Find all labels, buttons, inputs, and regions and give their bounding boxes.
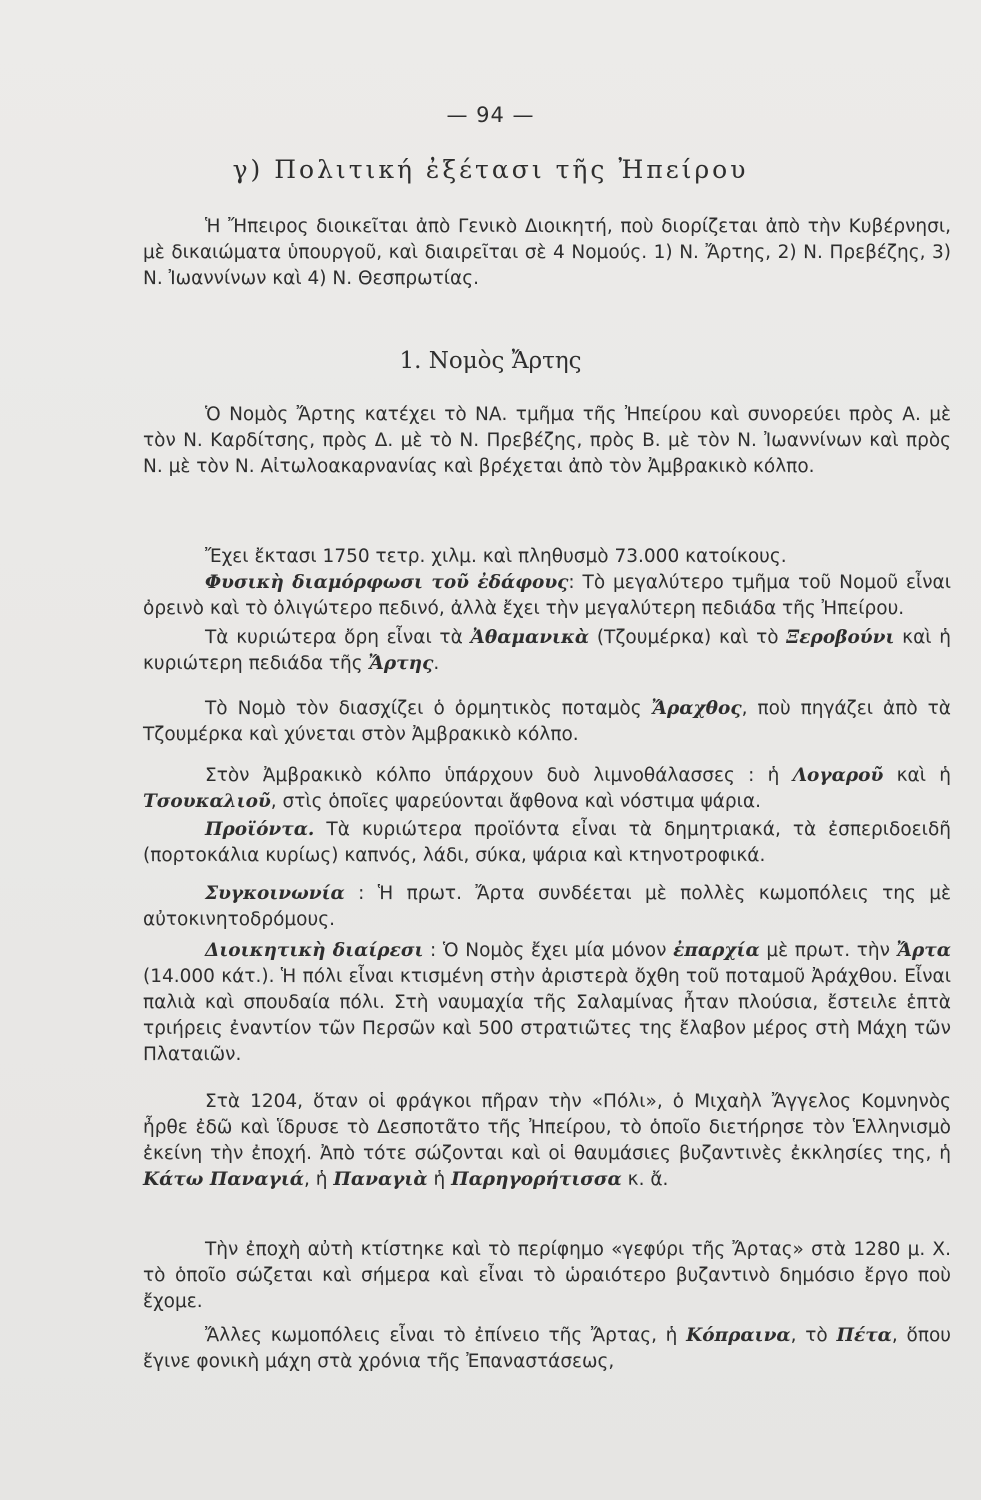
area-and-physical-block — [143, 544, 951, 622]
plain-artis: Ἄρτης — [368, 653, 434, 674]
admin-paragraph — [143, 938, 951, 1068]
lagoons-text-1: Στὸν Ἀμβρακικὸ κόλπο ὑπάρχουν δυὸ λιμνοθάλασσες : ἡ — [205, 765, 793, 786]
products-text: Τὰ κυριώτερα προϊόντα εἶναι τὰ δημητριακά, τὰ ἐσπεριδοειδῆ (πορτοκάλια κυρίως) καπνός, λάδι, σύκα, ψάρια καὶ κτηνοτροφικά. — [143, 819, 951, 866]
borders-text: Ὁ Νομὸς Ἄρτης κατέχει τὸ ΝΑ. τμῆμα τῆς Ἠπείρου καὶ συνορεύει πρὸς Α. μὲ τὸν Ν. Καρδίτσης, πρὸς Δ. μὲ τὸ Ν. Πρεβέζης, πρὸς Β. μὲ τὸν Ν. Ἰωαννίνων καὶ πρὸς Ν. μὲ τὸν Ν. Αἰτωλοακαρνανίας καὶ βρέχεται ἀπὸ τὸν Ἀμβρακικὸ κόλπο. — [143, 404, 951, 477]
physical-text: : Τὸ μεγαλύτερο τμῆμα τοῦ Νομοῦ εἶναι ὀρεινὸ καὶ τὸ ὀλιγώτερο πεδινό, ἀλλὰ ἔχει τὴν μεγαλύτερη πεδιάδα τῆς Ἠπείρου. — [143, 572, 951, 619]
bridge-paragraph — [143, 1237, 951, 1315]
intro-text: Ἡ Ἤπειρος διοικεῖται ἀπὸ Γενικὸ Διοικητή, ποὺ διορίζεται ἀπὸ τὴν Κυβέρνησι, μὲ δικαιώματα ὑπουργοῦ, καὶ διαιρεῖται σὲ 4 Νομούς. 1) Ν. Ἄρτης, 2) Ν. Πρεβέζης, 3) Ν. Ἰωαννίνων καὶ 4) Ν. Θεσπρωτίας. — [143, 216, 951, 289]
admin-arta: Ἄρτα — [896, 940, 951, 961]
transport-text: : Ἡ πρωτ. Ἄρτα συνδέεται μὲ πολλὲς κωμοπόλεις της μὲ αὐτοκινητοδρόμους. — [143, 883, 951, 930]
river-paragraph — [143, 696, 951, 748]
mountains-paragraph — [143, 625, 951, 677]
lagoons-paragraph — [143, 763, 951, 815]
history-text-2: , ἡ — [304, 1169, 334, 1190]
intro-paragraph — [143, 214, 951, 292]
history-paragraph — [143, 1089, 951, 1193]
town-peta: Πέτα — [836, 1325, 892, 1346]
towns-text-1: Ἄλλες κωμοπόλεις εἶναι τὸ ἐπίνειο τῆς Ἄρτας, ἡ — [205, 1325, 687, 1346]
area-text: Ἔχει ἔκτασι 1750 τετρ. χιλμ. καὶ πληθυσμὸ 73.000 κατοίκους. — [205, 546, 787, 567]
history-text-4: κ. ἄ. — [621, 1169, 669, 1190]
church-panagia: Παναγιὰ — [333, 1169, 428, 1190]
admin-text-3: (14.000 κάτ.). Ἡ πόλι εἶναι κτισμένη στὴν ἀριστερὰ ὄχθη τοῦ ποταμοῦ Ἀράχθου. Εἶναι παλιὰ καὶ σπουδαία πόλι. Στὴ ναυμαχία τῆς Σαλαμίνας ἦταν πλούσια, ἔστειλε ἑπτὰ τριήρεις ἐναντίον τῶν Περσῶν καὶ 500 στρατιῶτες της ἔλαβον μέρος στὴ Μάχη τῶν Πλαταιῶν. — [143, 966, 951, 1065]
section-title: γ) Πολιτική ἐξέτασι τῆς Ἠπείρου — [232, 155, 749, 184]
physical-paragraph — [143, 570, 951, 622]
physical-heading: Φυσικὴ διαμόρφωσι τοῦ ἐδάφους — [205, 572, 569, 593]
mountains-text-4: . — [433, 653, 440, 674]
lagoon-logarou: Λογαροῦ — [792, 765, 884, 786]
towns-paragraph — [143, 1323, 951, 1375]
mountains-text-1: Τὰ κυριώτερα ὄρη εἶναι τὰ — [205, 627, 471, 648]
river-text-1: Τὸ Νομὸ τὸν διασχίζει ὁ ὁρμητικὸς ποταμὸς — [205, 698, 652, 719]
admin-text-2: μὲ πρωτ. τὴν — [759, 940, 897, 961]
lagoon-tsoukaliou: Τσουκαλιοῦ — [143, 791, 271, 812]
river-arachthos: Ἄραχθος — [651, 698, 742, 719]
lagoons-text-2: καὶ ἡ — [883, 765, 951, 786]
town-kopraina: Κόπραινα — [686, 1325, 791, 1346]
mountain-xerovouni: Ξεροβούνι — [786, 627, 895, 648]
towns-text-2: , τὸ — [790, 1325, 837, 1346]
admin-heading: Διοικητικὴ διαίρεσι — [205, 940, 424, 961]
mountain-athamanika: Ἀθαμανικὰ — [470, 627, 590, 648]
history-text-3: ἡ — [427, 1169, 452, 1190]
products-paragraph — [143, 817, 951, 869]
transport-heading: Συγκοινωνία — [205, 883, 345, 904]
church-kato-panagia: Κάτω Παναγιά — [143, 1169, 305, 1190]
admin-text-1: : Ὁ Νομὸς ἔχει μία μόνον — [423, 940, 674, 961]
bridge-text: Τὴν ἐποχὴ αὐτὴ κτίστηκε καὶ τὸ περίφημο «γεφύρι τῆς Ἄρτας» στὰ 1280 μ. Χ. τὸ ὁποῖο σώζεται καὶ σήμερα καὶ εἶναι τὸ ὡραιότερο βυζαντινὸ δημόσιο ἔργο ποὺ ἔχομε. — [143, 1239, 951, 1312]
borders-paragraph — [143, 402, 951, 480]
river-text-2: , ποὺ πηγάζει ἀπὸ τὰ Τζουμέρκα καὶ χύνεται στὸν Ἀμβρακικὸ κόλπο. — [143, 698, 951, 745]
history-text-1: Στὰ 1204, ὅταν οἱ φράγκοι πῆραν τὴν «Πόλι», ὁ Μιχαὴλ Ἄγγελος Κομνηνὸς ἦρθε ἐδῶ καὶ ἵδρυσε τὸ Δεσποτᾶτο τῆς Ἠπείρου, τὸ ὁποῖο διετήρησε τὸν Ἑλληνισμὸ ἐκείνη τὴν ἐποχή. Ἀπὸ τότε σώζονται καὶ οἱ θαυμάσιες βυζαντινὲς ἐκκλησίες της, ἡ — [143, 1091, 951, 1164]
transport-paragraph — [143, 881, 951, 933]
church-parigoritissa: Παρηγορήτισσα — [451, 1169, 622, 1190]
products-heading: Προϊόντα. — [205, 819, 315, 840]
page-number: — 94 — — [446, 103, 535, 127]
mountains-text-2: (Τζουμέρκα) καὶ τὸ — [589, 627, 787, 648]
lagoons-text-3: , στὶς ὁποῖες ψαρεύονται ἄφθονα καὶ νόστιμα ψάρια. — [270, 791, 761, 812]
admin-eparchia: ἐπαρχία — [673, 940, 760, 961]
towns-text-3: , ὅπου ἔγινε φονικὴ μάχη στὰ χρόνια τῆς Ἐπαναστάσεως, — [143, 1325, 951, 1372]
mountains-text-3: καὶ ἡ κυριώτερη πεδιάδα τῆς — [143, 627, 951, 674]
subsection-title: 1. Νομὸς Ἄρτης — [399, 348, 582, 374]
